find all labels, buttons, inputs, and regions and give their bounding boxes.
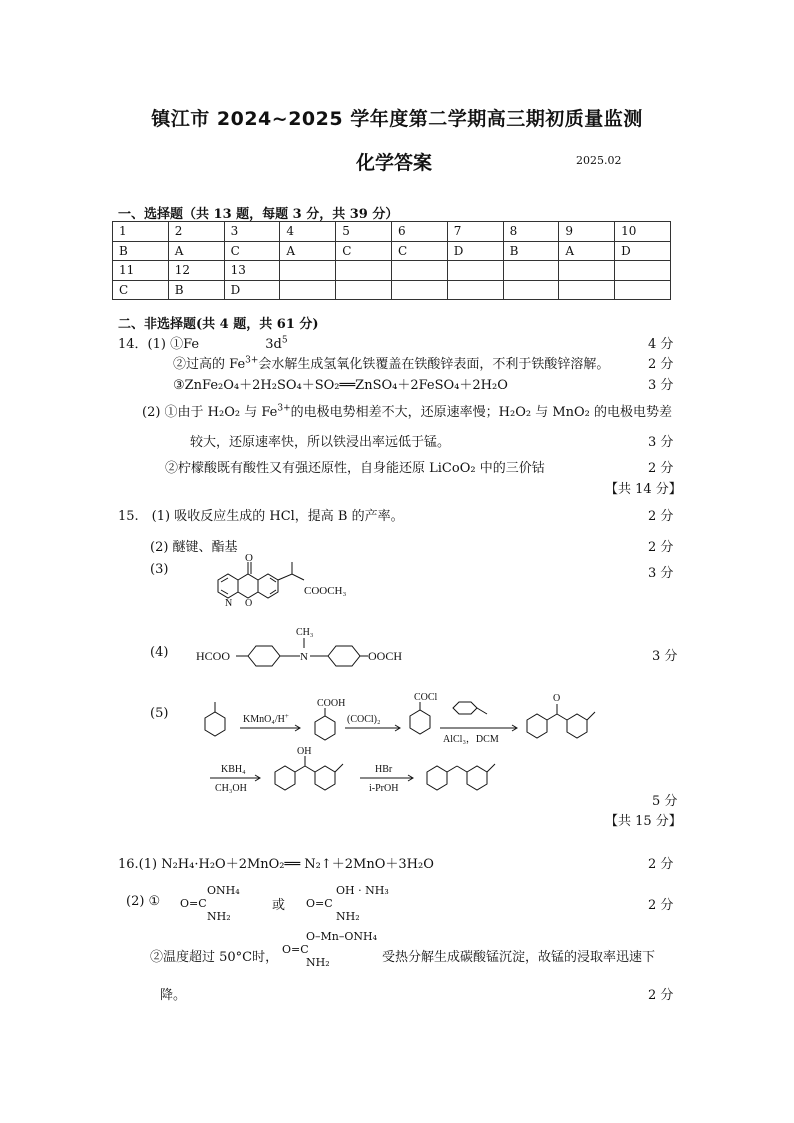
q16-p2-score: 2 分: [648, 898, 674, 913]
answer-cell: 7: [447, 222, 503, 242]
scheme-r1: [243, 712, 289, 725]
answer-table-row: [113, 222, 671, 242]
scheme-oh: OH: [297, 746, 312, 757]
q16-struct1-bottom: NH₂: [207, 910, 231, 923]
answer-cell: 8: [503, 222, 559, 242]
q14-p2a-a: (2) ①由于 H₂O₂ 与 Fe: [142, 405, 278, 420]
q16-struct1-top: ONH₄: [207, 884, 240, 897]
q14-p1-score: 4 分: [648, 337, 674, 352]
q14-p2a: [142, 401, 672, 420]
answer-cell: [615, 280, 671, 300]
exam-date: 2025.02: [576, 154, 622, 167]
q16-p3-c: 降。: [160, 988, 187, 1003]
q16-struct3-main: O=C: [282, 943, 309, 956]
q15-p3-ring-n: N: [225, 598, 233, 609]
scheme-r3: AlCl₃，DCM: [443, 734, 499, 745]
q14-p1b-score: 2 分: [648, 357, 674, 372]
answer-cell: B: [168, 280, 224, 300]
q15-p4-methyl: CH₃: [296, 627, 314, 638]
q14-p1c: ③ZnFe₂O₄＋2H₂SO₄＋SO₂══ZnSO₄＋2FeSO₄＋2H₂O: [173, 378, 508, 393]
q14-total: 【共 14 分】: [605, 482, 682, 497]
q15-p4: (4): [150, 645, 169, 660]
answer-cell: C: [224, 241, 280, 261]
scheme-ketone-o: O: [553, 693, 561, 704]
answer-cell: [391, 261, 447, 281]
answer-cell: 10: [615, 222, 671, 242]
answer-cell: A: [168, 241, 224, 261]
q16-struct3-bottom: NH₂: [306, 956, 330, 969]
answer-cell: D: [447, 241, 503, 261]
answer-cell: C: [113, 280, 169, 300]
q15-p1-score: 2 分: [648, 509, 674, 524]
q15-p3-score: 3 分: [648, 566, 674, 581]
answer-cell: 12: [168, 261, 224, 281]
scheme-cocl: COCl: [414, 692, 438, 703]
q15-p3-ester: COOCH₃: [304, 585, 347, 597]
q15-p4-right: OOCH: [368, 649, 403, 663]
answer-cell: C: [336, 241, 392, 261]
q15-p3: (3): [150, 562, 169, 577]
answer-cell: [280, 280, 336, 300]
answer-cell: C: [391, 241, 447, 261]
q14-p2b-score: 2 分: [648, 461, 674, 476]
q15-p3-ring-o: O: [245, 598, 253, 609]
q16-p3-score: 2 分: [648, 988, 674, 1003]
q14-p1-config-base: 3d: [265, 337, 282, 352]
q14-p2b: ②柠檬酸既有酸性又有强还原性，自身能还原 LiCoO₂ 中的三价钴: [165, 461, 545, 476]
q16-struct2-main: O=C: [306, 897, 333, 910]
answer-cell: 11: [113, 261, 169, 281]
q16-p1: 16.(1) N₂H₄·H₂O＋2MnO₂══ N₂↑＋2MnO＋3H₂O: [118, 857, 434, 872]
answer-cell: 6: [391, 222, 447, 242]
answer-cell: 5: [336, 222, 392, 242]
scheme-r1-sup: +: [284, 712, 289, 720]
answer-cell: 1: [113, 222, 169, 242]
answer-table-row: [113, 261, 671, 281]
answer-cell: 3: [224, 222, 280, 242]
q16-or: 或: [272, 898, 286, 913]
q16-p3-b: 受热分解生成碳酸锰沉淀，故锰的浸取率迅速下: [382, 950, 656, 965]
q16-struct3-top: O–Mn–ONH₄: [306, 930, 378, 943]
q15-p2-score: 2 分: [648, 540, 674, 555]
answer-cell: [336, 261, 392, 281]
answer-cell: [336, 280, 392, 300]
q15-p4-n: N: [300, 651, 308, 663]
q16-p1-score: 2 分: [648, 857, 674, 872]
q14-p2a-b: 的电极电势相差不大，还原速率慢；H₂O₂ 与 MnO₂ 的电极电势差: [290, 405, 673, 420]
answer-cell: 2: [168, 222, 224, 242]
section1-heading: 一、选择题（共 13 题，每题 3 分，共 39 分）: [118, 207, 399, 222]
q15-p4-left: HCOO: [196, 649, 231, 663]
q14-p1-config-sup: 5: [281, 335, 288, 346]
answer-table-row: [113, 241, 671, 261]
q15-p2: (2) 醚键、酯基: [150, 540, 238, 555]
scheme-cooh: COOH: [317, 698, 346, 709]
q15-p4-structure: [196, 624, 426, 674]
answer-cell: B: [503, 241, 559, 261]
q14-p1b-sup: 3+: [245, 355, 259, 366]
answer-cell: D: [224, 280, 280, 300]
q15-p5: (5): [150, 706, 169, 721]
answer-cell: [503, 280, 559, 300]
answer-cell: A: [280, 241, 336, 261]
q15-p5-scheme: [195, 690, 705, 805]
answer-cell: 13: [224, 261, 280, 281]
q14-part1-label: [118, 333, 288, 352]
q14-p2a-line2: 较大，还原速率快，所以铁浸出率远低于锰。: [190, 435, 451, 450]
page-subtitle: 化学答案: [356, 152, 433, 174]
q14-p1b: [173, 353, 609, 372]
answer-cell: [280, 261, 336, 281]
scheme-r2: (COCl)₂: [347, 714, 381, 725]
q14-p1c-score: 3 分: [648, 378, 674, 393]
q16-struct2: [306, 884, 389, 923]
scheme-r5-bot: i-PrOH: [369, 783, 399, 794]
scheme-r5-top: HBr: [375, 764, 393, 775]
q16-struct3: [282, 930, 377, 969]
answer-cell: D: [615, 241, 671, 261]
q16-struct1: [180, 884, 240, 923]
answer-cell: [559, 261, 615, 281]
q16-struct2-top: OH · NH₃: [336, 884, 389, 897]
page-title: 镇江市 2024~2025 学年度第二学期高三期初质量监测: [151, 108, 643, 130]
answer-cell: 4: [280, 222, 336, 242]
answer-table-row: [113, 280, 671, 300]
q14-p2a-score: 3 分: [648, 435, 674, 450]
q15-p4-score: 3 分: [652, 649, 678, 664]
q15-total: 【共 15 分】: [605, 814, 682, 829]
q14-p1b-a: ②过高的 Fe: [173, 357, 246, 372]
q15-p1: 15. (1) 吸收反应生成的 HCl，提高 B 的产率。: [118, 509, 404, 524]
answer-cell: [447, 261, 503, 281]
q14-p1-text: 14．(1) ①Fe: [118, 337, 200, 352]
q16-p3-a: ②温度超过 50°C时，: [150, 950, 279, 965]
q14-p1b-b: 会水解生成氢氧化铁覆盖在铁酸锌表面，不利于铁酸锌溶解。: [258, 357, 610, 372]
answer-table: [112, 221, 671, 300]
scheme-r4-top: KBH₄: [221, 764, 246, 775]
q15-p3-oxo: O: [245, 552, 253, 564]
answer-cell: A: [559, 241, 615, 261]
answer-cell: B: [113, 241, 169, 261]
answer-cell: [559, 280, 615, 300]
q16-p2: (2) ①: [126, 894, 161, 909]
q14-p1-config: [265, 337, 287, 352]
answer-cell: [615, 261, 671, 281]
q16-struct2-bottom: NH₂: [336, 910, 360, 923]
q16-struct1-main: O=C: [180, 897, 207, 910]
scheme-r1-text: KMnO₄/H: [243, 714, 285, 725]
q15-p3-structure: [200, 550, 400, 620]
q14-p2a-sup: 3+: [277, 403, 291, 414]
q15-p5-score: 5 分: [652, 794, 678, 809]
scheme-r4-bot: CH₃OH: [215, 783, 247, 794]
answer-cell: [503, 261, 559, 281]
section2-heading: 二、非选择题(共 4 题，共 61 分): [118, 317, 319, 332]
answer-cell: 9: [559, 222, 615, 242]
answer-cell: [447, 280, 503, 300]
answer-cell: [391, 280, 447, 300]
